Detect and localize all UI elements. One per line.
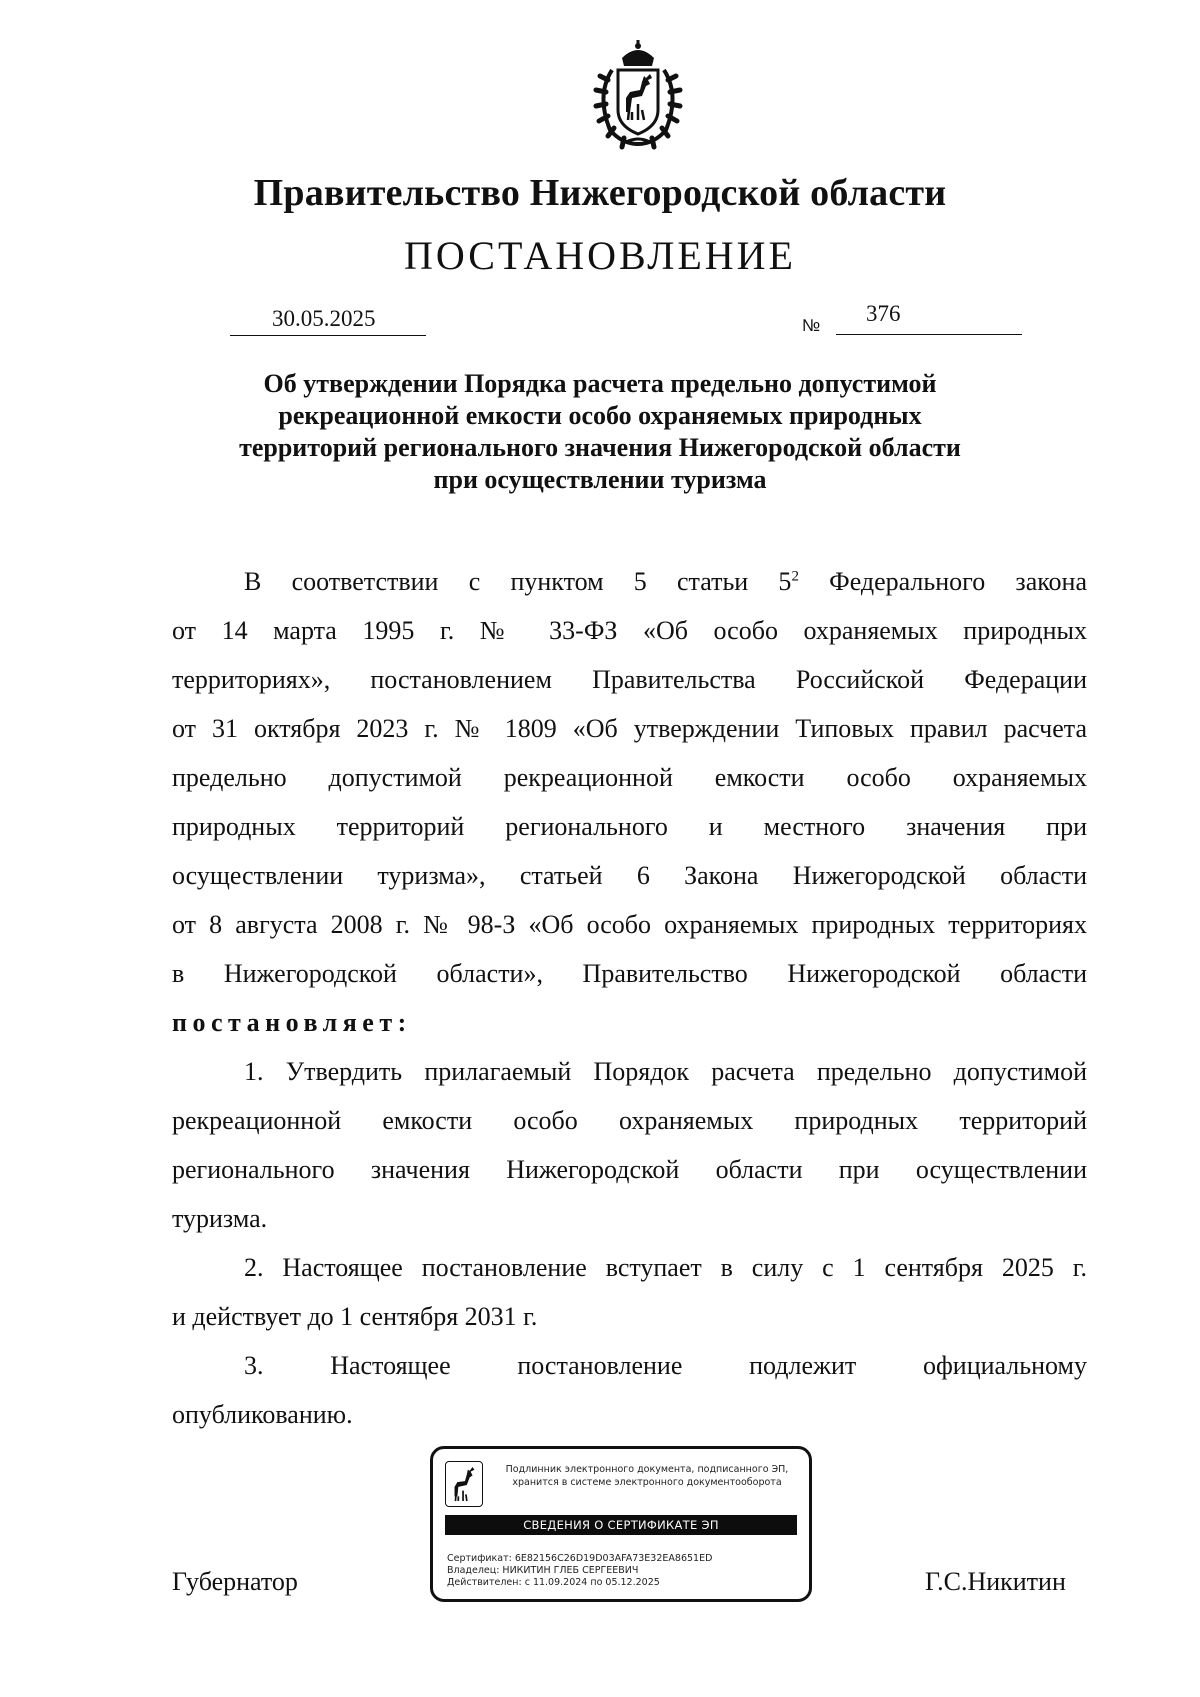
subject-line: территорий регионального значения Нижегородской области	[239, 433, 961, 462]
subject-line: Об утверждении Порядка расчета предельно допустимой	[263, 369, 937, 398]
document-number: 376	[866, 301, 901, 326]
deer-logo-icon	[445, 1461, 483, 1507]
stamp-note-line: хранится в системе электронного документооборота	[512, 1477, 782, 1488]
preamble-line: в Нижегородской области», Правительство Нижегородской области	[172, 959, 1087, 988]
resolves-word: постановляет:	[172, 1008, 412, 1037]
stamp-note-line: Подлинник электронного документа, подписанного ЭП,	[505, 1464, 789, 1475]
preamble-line: природных территорий регионального и местного значения при	[172, 812, 1087, 841]
item-1-line: 1. Утвердить прилагаемый Порядок расчета предельно допустимой	[244, 1057, 1087, 1086]
stamp-note	[491, 1463, 803, 1489]
preamble-line: территориях», постановлением Правительства Российской Федерации	[172, 665, 1087, 694]
item-3-line: опубликованию.	[172, 1400, 353, 1429]
item-3-line: 3. Настоящее постановление подлежит официальному	[244, 1351, 1087, 1380]
item-1-line: туризма.	[172, 1204, 268, 1233]
document-body	[172, 557, 1087, 1439]
item-1-line: рекреационной емкости особо охраняемых природных территорий	[172, 1106, 1087, 1135]
item-2-line: 2. Настоящее постановление вступает в силу с 1 сентября 2025 г.	[244, 1253, 1087, 1282]
document-type: ПОСТАНОВЛЕНИЕ	[404, 233, 796, 278]
government-title: Правительство Нижегородской области	[253, 172, 947, 214]
coat-of-arms-emblem	[586, 40, 690, 150]
preamble-line: предельно допустимой рекреационной емкости особо охраняемых	[172, 763, 1087, 792]
certificate-id: Сертификат: 6E82156C26D19D03AFA73E32EA8651ED	[447, 1553, 713, 1564]
signer-position: Губернатор	[172, 1567, 298, 1596]
signer-name: Г.С.Никитин	[925, 1567, 1066, 1596]
item-1-line: регионального значения Нижегородской области при осуществлении	[172, 1155, 1087, 1184]
number-label: №	[802, 316, 821, 335]
preamble-line: осуществлении туризма», статьей 6 Закона Нижегородской области	[172, 861, 1087, 890]
electronic-signature-stamp	[430, 1446, 812, 1602]
stamp-title: СВЕДЕНИЯ О СЕРТИФИКАТЕ ЭП	[445, 1515, 797, 1535]
certificate-owner: Владелец: НИКИТИН ГЛЕБ СЕРГЕЕВИЧ	[447, 1565, 639, 1576]
subject-line: при осуществлении туризма	[433, 465, 767, 494]
preamble-text: Федерального закона	[798, 567, 1087, 596]
preamble-line: от 14 марта 1995 г. № 33-ФЗ «Об особо охраняемых природных	[172, 616, 1087, 645]
date-field	[230, 305, 426, 336]
document-subject	[0, 368, 1200, 496]
certificate-info	[447, 1553, 712, 1589]
article-superscript: 2	[791, 568, 799, 585]
item-2-line: и действует до 1 сентября 2031 г.	[172, 1302, 538, 1331]
document-date: 30.05.2025	[272, 306, 376, 331]
preamble-text: В соответствии с пунктом 5 статьи 5	[244, 567, 792, 596]
certificate-validity: Действителен: с 11.09.2024 по 05.12.2025	[447, 1577, 660, 1588]
preamble-line: от 31 октября 2023 г. № 1809 «Об утверждении Типовых правил расчета	[172, 714, 1087, 743]
number-field	[836, 300, 1022, 335]
preamble-line: от 8 августа 2008 г. № 98-З «Об особо охраняемых природных территориях	[172, 910, 1087, 939]
preamble-line	[172, 557, 1087, 606]
subject-line: рекреационной емкости особо охраняемых природных	[278, 401, 922, 430]
